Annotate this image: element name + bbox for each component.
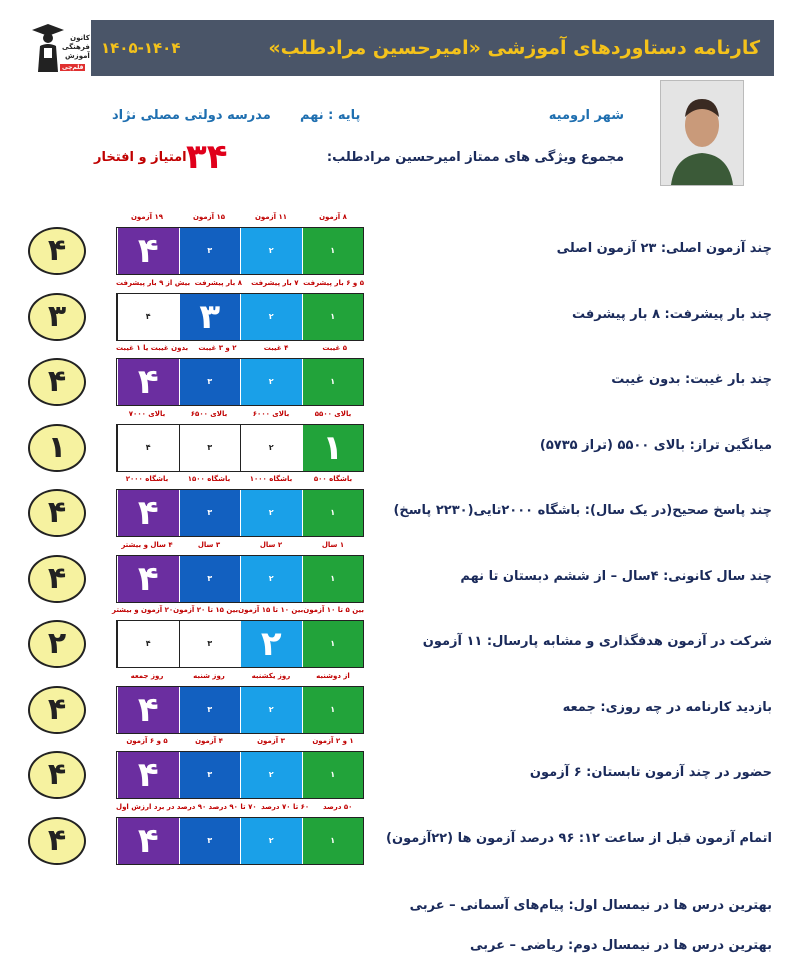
avatar-icon: [661, 81, 743, 185]
row-thresholds: [116, 475, 364, 487]
best-subjects-term1: بهترین درس ها در نیمسال اول: پیام‌های آسمانی – عربی: [409, 898, 772, 913]
threshold-label: روز یکشنبه: [251, 672, 291, 680]
row-thresholds: [116, 344, 364, 356]
threshold-label: ۲ سال: [259, 541, 283, 549]
score-circle: ۴: [28, 686, 86, 734]
score-cell: ۲: [240, 752, 302, 798]
score-bar: [116, 489, 364, 537]
school-label: مدرسه دولتی مصلی نژاد: [112, 108, 271, 123]
score-cell: ۴: [117, 294, 179, 340]
row-thresholds: [111, 606, 364, 618]
threshold-label: ۱۱ آزمون: [254, 213, 288, 221]
score-cell: ۳: [179, 490, 241, 536]
threshold-label: روز شنبه: [193, 672, 225, 680]
row-thresholds: [116, 410, 364, 422]
score-cell: ۲: [240, 490, 302, 536]
threshold-label: بالای ۷۰۰۰: [128, 410, 166, 418]
score-cell: ۴: [117, 621, 179, 667]
threshold-label: از دوشنبه: [316, 672, 350, 680]
threshold-label: ۴ سال و بیشتر: [121, 541, 173, 549]
threshold-label: ۷۰ تا ۹۰ درصد: [208, 803, 257, 811]
score-circle: ۴: [28, 555, 86, 603]
row-thresholds: [116, 803, 364, 815]
score-bar: [116, 424, 364, 472]
threshold-label: ۵ و ۶ بار پیشرفت: [303, 279, 364, 287]
threshold-label: ۴ غیبت: [263, 344, 289, 352]
achievement-text: میانگین تراز: بالای ۵۵۰۰ (تراز ۵۷۳۵): [539, 438, 772, 453]
threshold-label: ۵ و ۶ آزمون: [126, 737, 168, 745]
score-circle: ۴: [28, 227, 86, 275]
score-cell: ۳: [179, 818, 241, 864]
achievement-text: چند آزمون اصلی: ۲۳ آزمون اصلی: [556, 241, 772, 256]
score-cell: ۱: [302, 818, 364, 864]
score-cell: ۳: [179, 621, 241, 667]
score-cell: ۱: [302, 294, 364, 340]
row-thresholds: [116, 672, 364, 684]
achievement-text: چند بار پیشرفت: ۸ بار پیشرفت: [571, 307, 772, 322]
best-subjects-term2: بهترین درس ها در نیمسال دوم: ریاضی – عربی: [469, 938, 772, 953]
threshold-label: ۶۰ تا ۷۰ درصد: [261, 803, 310, 811]
score-cell: ۲: [240, 818, 302, 864]
row-thresholds: [116, 541, 364, 553]
threshold-label: ۱ سال: [321, 541, 345, 549]
score-cell: ۳: [179, 556, 241, 602]
achievement-text: چند سال کانونی: ۴سال – از ششم دبستان تا نهم: [460, 569, 772, 584]
score-cell: ۱: [302, 556, 364, 602]
row-thresholds: [116, 279, 364, 291]
score-bar: [116, 293, 364, 341]
score-bar: [116, 751, 364, 799]
score-cell: ۳: [179, 687, 241, 733]
score-bar: [116, 358, 364, 406]
score-cell: ۴: [117, 818, 179, 864]
score-circle: ۴: [28, 817, 86, 865]
threshold-label: روز جمعه: [130, 672, 164, 680]
score-circle: ۲: [28, 620, 86, 668]
score-cell: ۳: [179, 359, 241, 405]
threshold-label: بدون غیبت یا ۱ غیبت: [116, 344, 189, 352]
score-cell: ۲: [240, 687, 302, 733]
row-thresholds: [116, 737, 364, 749]
score-cell: ۱: [302, 621, 364, 667]
logo-line: آموزش: [65, 52, 90, 60]
achievement-text: چند بار غیبت: بدون غیبت: [611, 372, 772, 387]
threshold-label: باشگاه ۵۰۰: [313, 475, 353, 483]
score-cell: ۱: [302, 687, 364, 733]
score-cell: ۳: [179, 294, 241, 340]
threshold-label: ۳ آزمون: [257, 737, 285, 745]
score-cell: ۴: [117, 556, 179, 602]
achievement-text: حضور در چند آزمون تابستان: ۶ آزمون: [529, 765, 772, 780]
header-banner: [91, 20, 774, 76]
score-circle: ۳: [28, 293, 86, 341]
threshold-label: باشگاه ۲۰۰۰: [125, 475, 169, 483]
score-bar: [116, 227, 364, 275]
threshold-label: بالای ۶۰۰۰: [252, 410, 290, 418]
threshold-label: باشگاه ۱۵۰۰: [187, 475, 231, 483]
logo-line: فرهنگی: [62, 43, 90, 51]
score-cell: ۱: [302, 425, 364, 471]
threshold-label: بیش از ۹ بار پیشرفت: [115, 279, 191, 287]
threshold-label: بین ۱۵ تا ۲۰ آزمون: [173, 606, 239, 614]
score-cell: ۱: [302, 490, 364, 536]
achievement-text: شرکت در آزمون هدفگذاری و مشابه پارسال: ۱۱ آزمون: [422, 634, 772, 649]
score-cell: ۲: [240, 228, 302, 274]
row-thresholds: [116, 213, 364, 225]
threshold-label: ۱۵ آزمون: [192, 213, 226, 221]
year-range: ۱۴۰۵-۱۴۰۴: [101, 39, 181, 57]
logo-badge: قلم‌چی: [62, 64, 84, 71]
score-cell: ۳: [179, 228, 241, 274]
city-label: شهر ارومیه: [548, 108, 624, 123]
page-title: کارنامه دستاوردهای آموزشی «امیرحسین مرادطلب»: [268, 37, 760, 59]
total-suffix: امتیاز و افتخار: [94, 150, 187, 165]
student-photo: [660, 80, 744, 186]
score-cell: ۱: [302, 228, 364, 274]
score-cell: ۴: [117, 425, 179, 471]
score-cell: ۴: [117, 359, 179, 405]
threshold-label: ۳ سال: [197, 541, 221, 549]
score-circle: ۱: [28, 424, 86, 472]
score-circle: ۴: [28, 751, 86, 799]
achievement-text: چند پاسخ صحیح(در یک سال): باشگاه ۲۰۰۰تایی(۲۲۳۰ پاسخ): [393, 503, 772, 518]
achievement-text: بازدید کارنامه در چه روزی: جمعه: [562, 700, 772, 715]
score-bar: [116, 817, 364, 865]
threshold-label: بالای ۵۵۰۰: [314, 410, 352, 418]
score-circle: ۴: [28, 489, 86, 537]
threshold-label: ۵ غیبت: [322, 344, 347, 352]
grade-label: پایه : نهم: [300, 108, 361, 123]
threshold-label: ۱۹ آزمون: [130, 213, 164, 221]
logo-line: کانون: [70, 34, 90, 42]
threshold-label: بین ۵ تا ۱۰ آزمون: [303, 606, 364, 614]
score-cell: ۲: [240, 294, 302, 340]
kanoon-logo: [30, 22, 88, 74]
threshold-label: بین ۱۰ تا ۱۵ آزمون: [238, 606, 304, 614]
threshold-label: ۲۰ آزمون و بیشتر: [111, 606, 174, 614]
score-cell: ۲: [240, 359, 302, 405]
score-cell: ۴: [117, 752, 179, 798]
score-cell: ۲: [240, 621, 302, 667]
score-cell: ۴: [117, 490, 179, 536]
score-cell: ۳: [179, 425, 241, 471]
score-cell: ۴: [117, 228, 179, 274]
threshold-label: ۸ بار پیشرفت: [194, 279, 243, 287]
score-cell: ۲: [240, 556, 302, 602]
total-score: ۳۴: [186, 137, 228, 177]
threshold-label: ۲ و ۳ غیبت: [198, 344, 237, 352]
score-circle: ۴: [28, 358, 86, 406]
threshold-label: ۸ آزمون: [319, 213, 347, 221]
score-cell: ۳: [179, 752, 241, 798]
threshold-label: بالای ۶۵۰۰: [190, 410, 228, 418]
score-bar: [116, 555, 364, 603]
threshold-label: ۷ بار پیشرفت: [251, 279, 299, 287]
total-label: مجموع ویژگی های ممتاز امیرحسین مرادطلب:: [326, 150, 624, 165]
score-bar: [116, 686, 364, 734]
score-cell: ۲: [240, 425, 302, 471]
achievement-text: اتمام آزمون قبل از ساعت ۱۲: ۹۶ درصد آزمون ها (۲۲آزمون): [386, 831, 772, 846]
score-cell: ۴: [117, 687, 179, 733]
score-cell: ۱: [302, 359, 364, 405]
threshold-label: ۵۰ درصد: [323, 803, 353, 811]
threshold-label: ۴ آزمون: [195, 737, 223, 745]
threshold-label: ۱ و ۲ آزمون: [312, 737, 354, 745]
threshold-label: باشگاه ۱۰۰۰: [249, 475, 293, 483]
score-cell: ۱: [302, 752, 364, 798]
threshold-label: ۹۰ درصد در برد ارزش اول: [116, 803, 207, 811]
score-bar: [116, 620, 364, 668]
